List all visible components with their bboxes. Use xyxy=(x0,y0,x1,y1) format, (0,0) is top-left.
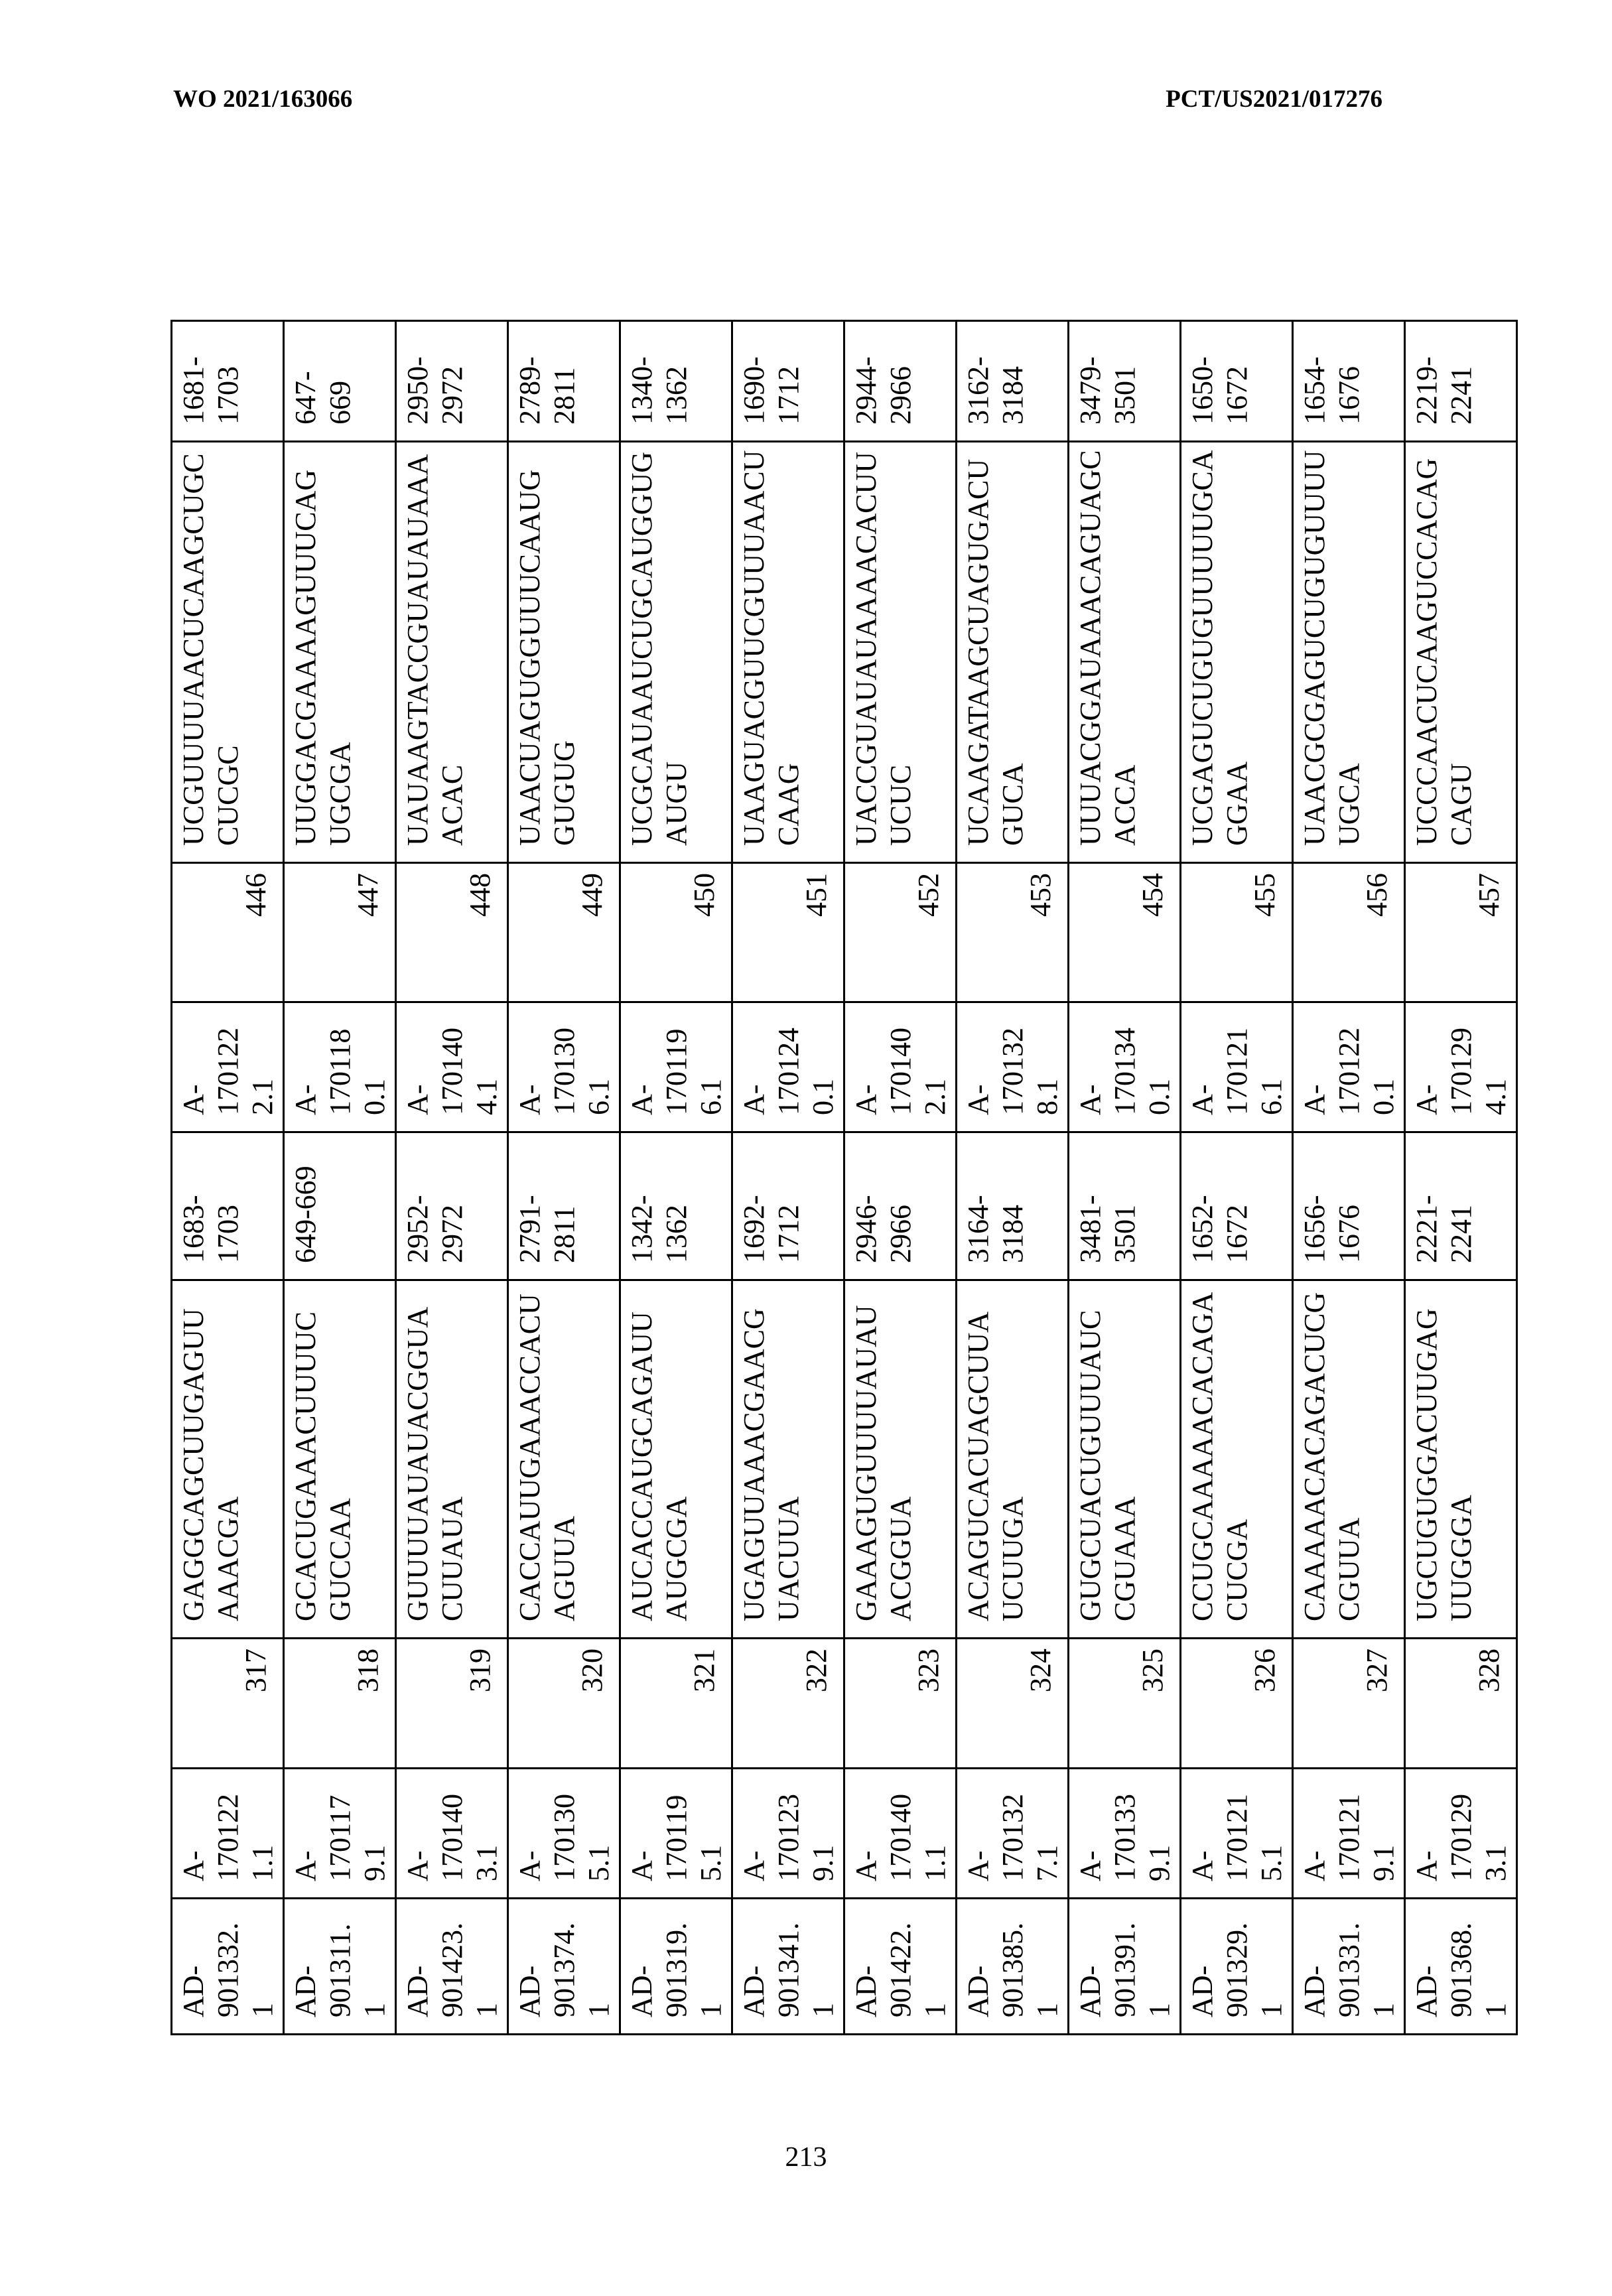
table-body xyxy=(172,321,1517,2035)
sense-id-cell: A-1701339.1 xyxy=(1069,1769,1181,1899)
antisense-id-cell: A-1701240.1 xyxy=(732,1002,844,1132)
sense-sequence-cell: CAAAAACACAGACUCGCGUUA xyxy=(1293,1280,1405,1639)
duplex-id-cell: AD-901368.1 xyxy=(1405,1899,1517,2035)
table-row xyxy=(508,321,620,2035)
sense-seq-id-cell: 323 xyxy=(844,1639,957,1769)
sense-seq-id-cell: 328 xyxy=(1405,1639,1517,1769)
antisense-sequence-cell: UCAAGATAAGCUAGUGACUGUCA xyxy=(957,442,1069,863)
antisense-seq-id-cell: 453 xyxy=(957,863,1069,1002)
sense-sequence-cell: GUGCUACUGUUUAUCCGUAAA xyxy=(1069,1280,1181,1639)
antisense-seq-id-cell: 457 xyxy=(1405,863,1517,1002)
sense-sequence-cell: CACCAUUGAAACCACUAGUUA xyxy=(508,1280,620,1639)
antisense-sequence-cell: UUUACGGAUAAACAGUAGCACCA xyxy=(1069,442,1181,863)
antisense-sequence-cell: UCGCAUAAUCUGCAUGGUGAUGU xyxy=(620,442,732,863)
table-row xyxy=(620,321,732,2035)
antisense-sequence-cell: UCGAGUCUGUGUUUUUGCAGGAA xyxy=(1181,442,1293,863)
antisense-sequence-cell: UAUAAGTACCGUAUAUAAAACAC xyxy=(396,442,508,863)
sense-id-cell: A-1701179.1 xyxy=(284,1769,396,1899)
publication-number: WO 2021/163066 xyxy=(173,85,352,113)
antisense-sequence-cell: UAACUAGUGGUUUCAAUGGUGUG xyxy=(508,442,620,863)
sense-range-cell: 649-669 xyxy=(284,1132,396,1280)
sense-range-cell: 1656-1676 xyxy=(1293,1132,1405,1280)
duplex-id-cell: AD-901331.1 xyxy=(1293,1899,1405,2035)
sequence-table-rotated xyxy=(170,322,1450,2035)
duplex-id-cell: AD-901332.1 xyxy=(172,1899,284,2035)
sense-sequence-cell: UGCUGUGGACUUGAGUUGGGA xyxy=(1405,1280,1517,1639)
antisense-id-cell: A-1701180.1 xyxy=(284,1002,396,1132)
antisense-sequence-cell: UACCGUAUAUAAAACACUUUCUC xyxy=(844,442,957,863)
table-row xyxy=(957,321,1069,2035)
antisense-range-cell: 647-669 xyxy=(284,321,396,442)
duplex-id-cell: AD-901391.1 xyxy=(1069,1899,1181,2035)
antisense-seq-id-cell: 449 xyxy=(508,863,620,1002)
sense-range-cell: 2952-2972 xyxy=(396,1132,508,1280)
sense-id-cell: A-1701195.1 xyxy=(620,1769,732,1899)
sense-seq-id-cell: 321 xyxy=(620,1639,732,1769)
table-row xyxy=(732,321,844,2035)
antisense-id-cell: A-1701220.1 xyxy=(1293,1002,1405,1132)
sense-range-cell: 1652-1672 xyxy=(1181,1132,1293,1280)
antisense-id-cell: A-1701402.1 xyxy=(844,1002,957,1132)
antisense-id-cell: A-1701196.1 xyxy=(620,1002,732,1132)
page-number: 213 xyxy=(0,2141,1612,2173)
sense-sequence-cell: ACAGUCACUAGCUUAUCUUGA xyxy=(957,1280,1069,1639)
antisense-range-cell: 3479-3501 xyxy=(1069,321,1181,442)
sequence-table xyxy=(170,320,1518,2035)
sense-sequence-cell: GAAAGUGUUUUAUAUACGGUA xyxy=(844,1280,957,1639)
table-row xyxy=(284,321,396,2035)
sense-seq-id-cell: 322 xyxy=(732,1639,844,1769)
table-row xyxy=(396,321,508,2035)
sense-seq-id-cell: 326 xyxy=(1181,1639,1293,1769)
table-row xyxy=(844,321,957,2035)
sense-range-cell: 2221-2241 xyxy=(1405,1132,1517,1280)
duplex-id-cell: AD-901311.1 xyxy=(284,1899,396,2035)
sense-seq-id-cell: 324 xyxy=(957,1639,1069,1769)
antisense-id-cell: A-1701328.1 xyxy=(957,1002,1069,1132)
sense-range-cell: 2791-2811 xyxy=(508,1132,620,1280)
antisense-seq-id-cell: 447 xyxy=(284,863,396,1002)
antisense-seq-id-cell: 452 xyxy=(844,863,957,1002)
antisense-range-cell: 2789-2811 xyxy=(508,321,620,442)
sense-range-cell: 1683-1703 xyxy=(172,1132,284,1280)
sense-sequence-cell: CCUGCAAAAACACAGACUCGA xyxy=(1181,1280,1293,1639)
duplex-id-cell: AD-901374.1 xyxy=(508,1899,620,2035)
antisense-range-cell: 1340-1362 xyxy=(620,321,732,442)
sense-seq-id-cell: 325 xyxy=(1069,1639,1181,1769)
sense-range-cell: 3481-3501 xyxy=(1069,1132,1181,1280)
antisense-id-cell: A-1701404.1 xyxy=(396,1002,508,1132)
table-row xyxy=(1181,321,1293,2035)
sense-sequence-cell: AUCACCAUGCAGAUUAUGCGA xyxy=(620,1280,732,1639)
antisense-id-cell: A-1701340.1 xyxy=(1069,1002,1181,1132)
duplex-id-cell: AD-901422.1 xyxy=(844,1899,957,2035)
table-row xyxy=(1405,321,1517,2035)
table-row xyxy=(172,321,284,2035)
antisense-seq-id-cell: 446 xyxy=(172,863,284,1002)
antisense-id-cell: A-1701294.1 xyxy=(1405,1002,1517,1132)
sense-id-cell: A-1701239.1 xyxy=(732,1769,844,1899)
sense-seq-id-cell: 327 xyxy=(1293,1639,1405,1769)
antisense-range-cell: 2950-2972 xyxy=(396,321,508,442)
antisense-range-cell: 1650-1672 xyxy=(1181,321,1293,442)
antisense-range-cell: 2944-2966 xyxy=(844,321,957,442)
sense-id-cell: A-1701293.1 xyxy=(1405,1769,1517,1899)
antisense-range-cell: 3162-3184 xyxy=(957,321,1069,442)
antisense-sequence-cell: UCGUUUUAACUCAAGCUGCCUCGC xyxy=(172,442,284,863)
sense-range-cell: 2946-2966 xyxy=(844,1132,957,1280)
duplex-id-cell: AD-901423.1 xyxy=(396,1899,508,2035)
sense-range-cell: 3164-3184 xyxy=(957,1132,1069,1280)
sense-id-cell: A-1701327.1 xyxy=(957,1769,1069,1899)
sense-sequence-cell: GAGGCAGCUUGAGUUAAACGA xyxy=(172,1280,284,1639)
sense-id-cell: A-1701401.1 xyxy=(844,1769,957,1899)
table-row xyxy=(1293,321,1405,2035)
sense-seq-id-cell: 320 xyxy=(508,1639,620,1769)
antisense-sequence-cell: UCCCAACUCAAGUCCACAGCAGU xyxy=(1405,442,1517,863)
antisense-range-cell: 1654-1676 xyxy=(1293,321,1405,442)
application-number: PCT/US2021/017276 xyxy=(1166,85,1382,113)
antisense-seq-id-cell: 448 xyxy=(396,863,508,1002)
antisense-range-cell: 1681-1703 xyxy=(172,321,284,442)
sense-id-cell: A-1701403.1 xyxy=(396,1769,508,1899)
antisense-seq-id-cell: 456 xyxy=(1293,863,1405,1002)
antisense-range-cell: 2219-2241 xyxy=(1405,321,1517,442)
duplex-id-cell: AD-901341.1 xyxy=(732,1899,844,2035)
sense-id-cell: A-1701219.1 xyxy=(1293,1769,1405,1899)
sense-id-cell: A-1701221.1 xyxy=(172,1769,284,1899)
table-row xyxy=(1069,321,1181,2035)
antisense-seq-id-cell: 455 xyxy=(1181,863,1293,1002)
duplex-id-cell: AD-901329.1 xyxy=(1181,1899,1293,2035)
duplex-id-cell: AD-901319.1 xyxy=(620,1899,732,2035)
antisense-seq-id-cell: 451 xyxy=(732,863,844,1002)
antisense-seq-id-cell: 450 xyxy=(620,863,732,1002)
antisense-sequence-cell: UUGGACGAAAAGUUUCAGUGCGA xyxy=(284,442,396,863)
antisense-seq-id-cell: 454 xyxy=(1069,863,1181,1002)
sense-id-cell: A-1701305.1 xyxy=(508,1769,620,1899)
sense-seq-id-cell: 319 xyxy=(396,1639,508,1769)
sense-sequence-cell: UGAGUUAAACGAACGUACUUA xyxy=(732,1280,844,1639)
sense-sequence-cell: GUUUUAUAUACGGUACUUAUA xyxy=(396,1280,508,1639)
antisense-sequence-cell: UAAGUACGUUCGUUUAACUCAAG xyxy=(732,442,844,863)
sense-id-cell: A-1701215.1 xyxy=(1181,1769,1293,1899)
sense-range-cell: 1342-1362 xyxy=(620,1132,732,1280)
antisense-id-cell: A-1701222.1 xyxy=(172,1002,284,1132)
antisense-sequence-cell: UAACGCGAGUCUGUGUUUUUGCA xyxy=(1293,442,1405,863)
antisense-id-cell: A-1701216.1 xyxy=(1181,1002,1293,1132)
antisense-range-cell: 1690-1712 xyxy=(732,321,844,442)
sense-seq-id-cell: 318 xyxy=(284,1639,396,1769)
sense-range-cell: 1692-1712 xyxy=(732,1132,844,1280)
sense-sequence-cell: GCACUGAAACUUUUCGUCCAA xyxy=(284,1280,396,1639)
antisense-id-cell: A-1701306.1 xyxy=(508,1002,620,1132)
sense-seq-id-cell: 317 xyxy=(172,1639,284,1769)
duplex-id-cell: AD-901385.1 xyxy=(957,1899,1069,2035)
